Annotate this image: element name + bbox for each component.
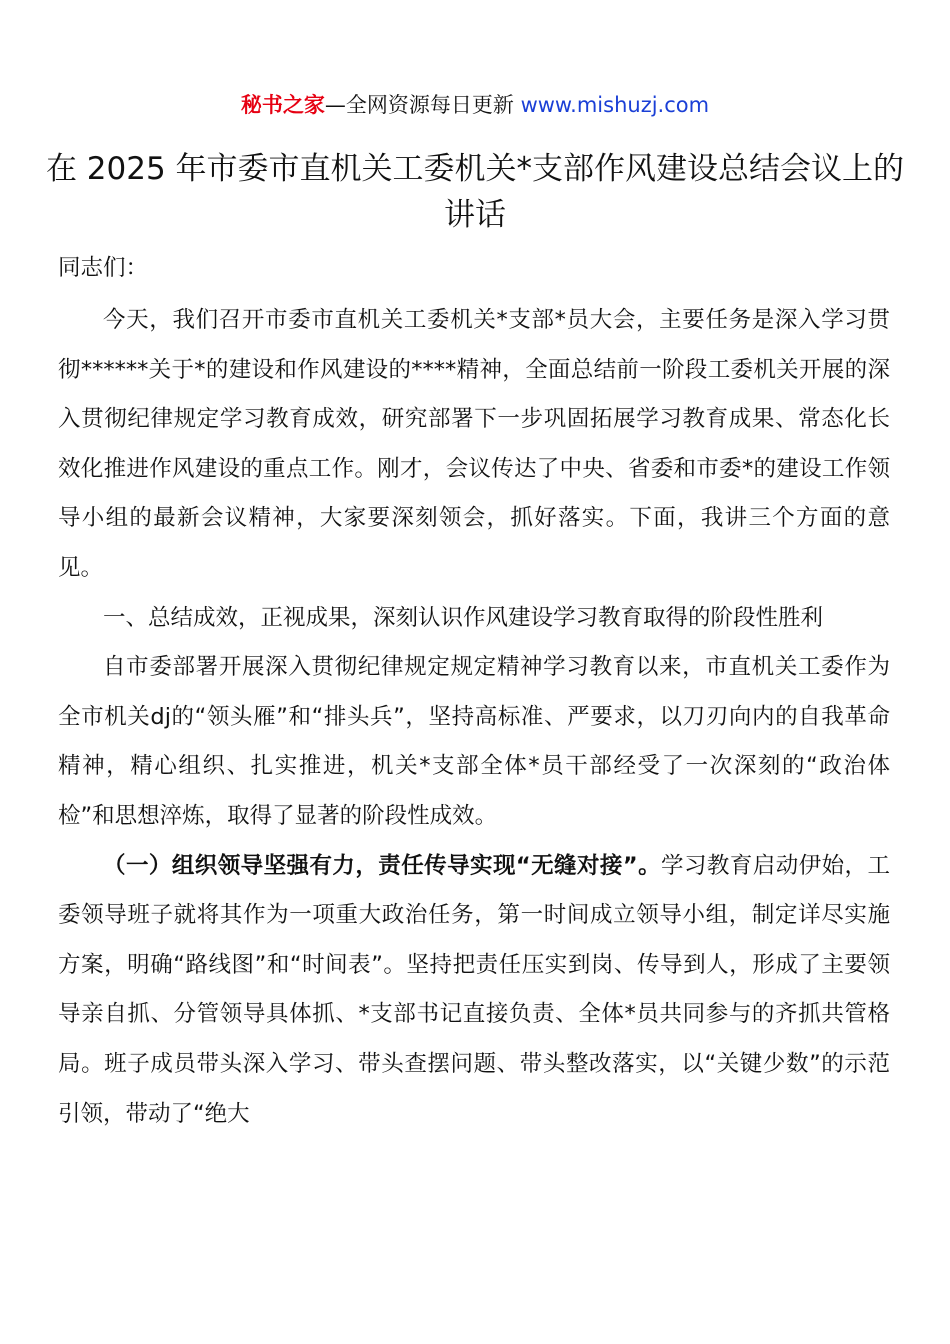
section-heading-1: 一、总结成效，正视成果，深刻认识作风建设学习教育取得的阶段性胜利	[103, 604, 824, 631]
subsection-heading-1: （一）组织领导坚强有力，责任传导实现“无缝对接”。	[103, 852, 662, 879]
salutation: 同志们：	[58, 255, 149, 281]
site-brand: 秘书之家	[240, 93, 325, 117]
document-body	[58, 296, 890, 1139]
document-title: 在 2025 年市委市直机关工委机关*支部作风建设总结会议上的讲话	[45, 151, 905, 233]
site-header	[0, 88, 950, 122]
site-slogan: —全网资源每日更新	[324, 93, 521, 117]
paragraph-intro: 今天，我们召开市委市直机关工委机关*支部*员大会，主要任务是深入学习贯彻******关于*的建设和作风建设的****精神，全面总结前一阶段工委机关开展的深入贯彻纪律规定学习教育成效，研究部署下一步巩固拓展学习教育成果、常态化长效化推进作风建设的重点工作。刚才，会议传达了中央、省委和市委*的建设工作领导小组的最新会议精神，大家要深刻领会，抓好落实。下面，我讲三个方面的意见。	[58, 307, 890, 581]
subsection-1-text: 学习教育启动伊始，工委领导班子就将其作为一项重大政治任务，第一时间成立领导小组，制定详尽实施方案，明确“路线图”和“时间表”。坚持把责任压实到岗、传导到人，形成了主要领导亲自抓、分管领导具体抓、*支部书记直接负责、全体*员共同参与的齐抓共管格局。班子成员带头深入学习、带头查摆问题、带头整改落实，以“关键少数”的示范引领，带动了“绝大	[58, 852, 890, 1127]
paragraph-section-1-intro: 自市委部署开展深入贯彻纪律规定规定精神学习教育以来，市直机关工委作为全市机关dj的“领头雁”和“排头兵”，坚持高标准、严要求，以刀刃向内的自我革命精神，精心组织、扎实推进，机关*支部全体*员干部经受了一次深刻的“政治体检”和思想淬炼，取得了显著的阶段性成效。	[58, 654, 890, 829]
site-url-link[interactable]: www.mishuzj.com	[520, 93, 710, 117]
paragraph-subsection-1	[58, 842, 890, 1140]
